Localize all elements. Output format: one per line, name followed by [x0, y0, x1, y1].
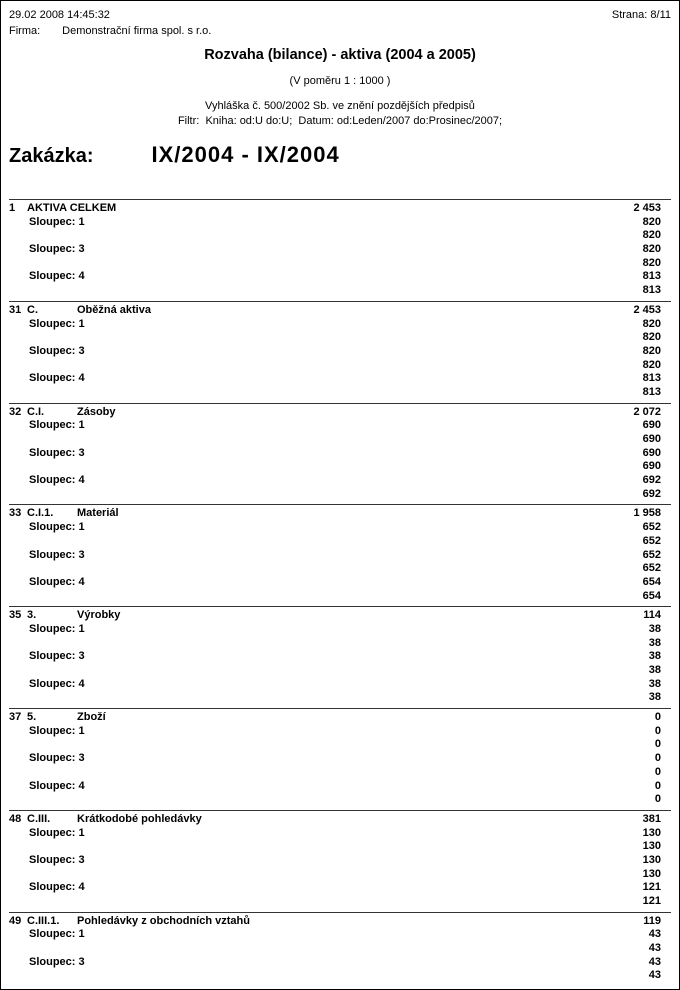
row-label: Sloupec: 3: [29, 955, 85, 968]
report-row: [9, 881, 671, 895]
section-header-left: [9, 202, 116, 216]
row-value: 690: [642, 460, 661, 473]
section-code: 5.: [27, 711, 37, 724]
section-header: [9, 609, 671, 623]
report-row: [9, 284, 671, 298]
row-value: 813: [642, 284, 661, 297]
report-row: [9, 318, 671, 332]
section-name: Zásoby: [77, 405, 116, 418]
report-row: [9, 738, 671, 752]
section-rows: [9, 928, 671, 983]
report-row: [9, 419, 671, 433]
section-name: Pohledávky z obchodních vztahů: [77, 914, 250, 927]
section-rows: [9, 318, 671, 400]
report-section: [9, 708, 671, 810]
report-row: [9, 678, 671, 692]
row-value: 654: [642, 575, 661, 588]
report-section: [9, 199, 671, 301]
section-name: Zboží: [77, 711, 106, 724]
section-header: [9, 813, 671, 827]
report-row: [9, 637, 671, 651]
row-label: [9, 535, 29, 549]
page-number: Strana: 8/11: [611, 9, 671, 21]
row-label: [9, 868, 29, 882]
report-section: [9, 912, 671, 986]
report-row: [9, 766, 671, 780]
row-label: [9, 460, 29, 474]
row-label: [9, 488, 29, 502]
section-number: 32: [9, 405, 22, 418]
row-label: Sloupec: 4: [29, 677, 85, 690]
section-header-left: [9, 304, 151, 318]
order-value: IX/2004 - IX/2004: [151, 142, 340, 167]
row-label: [9, 738, 29, 752]
section-rows: [9, 623, 671, 705]
report-section: [9, 810, 671, 912]
section-name: Materiál: [77, 507, 119, 520]
report-section: [9, 606, 671, 708]
section-number: 37: [9, 711, 22, 724]
row-label: [9, 637, 29, 651]
section-number: 31: [9, 303, 22, 316]
section-total: 2 072: [633, 405, 661, 418]
report-row: [9, 216, 671, 230]
ratio-note: (V poměru 1 : 1000 ): [289, 75, 391, 87]
report-row: [9, 590, 671, 604]
report-row: [9, 447, 671, 461]
row-value: 43: [648, 969, 661, 982]
row-label: Sloupec: 1: [29, 521, 85, 534]
section-total: 119: [643, 914, 661, 927]
report-datetime: 29.02 2008 14:45:32: [9, 9, 110, 21]
report-row: [9, 270, 671, 284]
report-row: [9, 969, 671, 983]
row-label: Sloupec: 4: [29, 372, 85, 385]
section-number: 35: [9, 609, 22, 622]
report-row: [9, 345, 671, 359]
row-label: Sloupec: 4: [29, 881, 85, 894]
row-value: 820: [642, 358, 661, 371]
section-name: Krátkodobé pohledávky: [77, 812, 202, 825]
report-row: [9, 576, 671, 590]
report-row: [9, 257, 671, 271]
section-number: 33: [9, 507, 22, 520]
section-name: Oběžná aktiva: [77, 303, 151, 316]
row-value: 820: [642, 229, 661, 242]
section-total: 2 453: [633, 303, 661, 316]
row-value: 38: [648, 691, 661, 704]
section-code: C.III.: [27, 812, 51, 825]
row-value: 38: [648, 650, 661, 663]
row-value: 43: [648, 955, 661, 968]
section-name: AKTIVA CELKEM: [27, 202, 117, 214]
report-section: [9, 403, 671, 505]
filter-note: Filtr: Kniha: od:U do:U; Datum: od:Leden/2007 do:Prosinec/2007;: [177, 115, 503, 127]
row-label: Sloupec: 3: [29, 853, 85, 866]
row-label: [9, 257, 29, 271]
report-row: [9, 928, 671, 942]
row-label: Sloupec: 3: [29, 752, 85, 765]
row-value: 652: [642, 562, 661, 575]
row-label: Sloupec: 4: [29, 474, 85, 487]
row-value: 652: [642, 548, 661, 561]
report-row: [9, 956, 671, 970]
report-row: [9, 433, 671, 447]
section-code: C.I.1.: [27, 507, 54, 520]
row-value: 692: [642, 487, 661, 500]
row-label: [9, 691, 29, 705]
row-label: [9, 793, 29, 807]
row-value: 121: [642, 895, 661, 907]
row-label: Sloupec: 1: [29, 622, 85, 635]
report-row: [9, 650, 671, 664]
row-label: [9, 969, 29, 983]
row-value: 121: [642, 881, 661, 894]
report-row: [9, 840, 671, 854]
row-value: 38: [648, 664, 661, 676]
row-label: [9, 664, 29, 678]
section-header-left: [9, 609, 120, 623]
row-label: [9, 942, 29, 956]
row-value: 0: [654, 765, 661, 778]
report-section: [9, 504, 671, 606]
section-number: 49: [9, 914, 22, 927]
row-label: Sloupec: 4: [29, 575, 85, 588]
section-code: C.III.1.: [27, 914, 60, 927]
header-row-2: [9, 23, 671, 39]
section-header: [9, 406, 671, 420]
report-row: [9, 780, 671, 794]
row-label: [9, 359, 29, 373]
report-row: [9, 460, 671, 474]
row-value: 130: [642, 853, 661, 866]
section-header-left: [9, 507, 119, 521]
row-label: [9, 840, 29, 854]
section-code: C.I.: [27, 405, 45, 418]
row-value: 820: [642, 344, 661, 357]
report-row: [9, 854, 671, 868]
row-value: 820: [642, 331, 661, 344]
report-row: [9, 488, 671, 502]
row-label: [9, 895, 29, 909]
row-value: 820: [642, 243, 661, 256]
row-label: [9, 433, 29, 447]
row-label: [9, 562, 29, 576]
section-number: 1: [9, 202, 16, 214]
report-row: [9, 895, 671, 909]
section-total: 381: [642, 812, 661, 825]
report-section: [9, 301, 671, 403]
section-rows: [9, 419, 671, 501]
report-row: [9, 793, 671, 807]
section-rows: [9, 827, 671, 909]
row-value: 690: [642, 419, 661, 432]
report-row: [9, 942, 671, 956]
order-label: Zakázka:: [9, 145, 94, 167]
row-value: 692: [642, 474, 661, 487]
section-header: [9, 507, 671, 521]
report-title: Rozvaha (bilance) - aktiva (2004 a 2005): [204, 47, 476, 63]
row-value: 0: [654, 752, 661, 765]
row-value: 0: [654, 724, 661, 737]
row-value: 654: [642, 589, 661, 602]
row-value: 130: [642, 840, 661, 853]
section-header-left: [9, 813, 202, 827]
report-table: [9, 199, 671, 986]
row-value: 813: [642, 385, 661, 398]
row-value: 0: [654, 738, 661, 751]
section-name: Výrobky: [77, 609, 121, 622]
row-value: 813: [642, 372, 661, 385]
row-label: Sloupec: 3: [29, 446, 85, 459]
report-row: [9, 331, 671, 345]
section-number: 48: [9, 812, 22, 825]
section-total: 1 958: [633, 507, 661, 520]
section-total: 114: [643, 609, 661, 622]
report-row: [9, 725, 671, 739]
order-line: [9, 142, 671, 172]
decree-note: Vyhláška č. 500/2002 Sb. ve znění pozdějších předpisů: [205, 100, 475, 112]
row-label: Sloupec: 1: [29, 928, 85, 941]
row-value: 652: [642, 534, 661, 547]
row-label: Sloupec: 1: [29, 419, 85, 432]
section-header-left: [9, 915, 250, 929]
row-label: [9, 386, 29, 400]
section-header: [9, 711, 671, 725]
row-value: 130: [642, 867, 661, 880]
row-label: [9, 331, 29, 345]
report-row: [9, 535, 671, 549]
row-value: 652: [642, 521, 661, 534]
section-header: [9, 202, 671, 216]
row-label: Sloupec: 4: [29, 779, 85, 792]
section-rows: [9, 725, 671, 807]
row-value: 690: [642, 433, 661, 445]
section-total: 2 453: [633, 202, 661, 214]
row-value: 38: [648, 677, 661, 690]
report-row: [9, 664, 671, 678]
report-row: [9, 691, 671, 705]
row-value: 0: [654, 779, 661, 792]
report-row: [9, 752, 671, 766]
report-row: [9, 623, 671, 637]
row-label: Sloupec: 4: [29, 270, 85, 283]
row-label: Sloupec: 1: [29, 215, 85, 228]
section-rows: [9, 521, 671, 603]
section-code: C.: [27, 303, 38, 316]
row-label: [9, 590, 29, 604]
report-row: [9, 243, 671, 257]
report-row: [9, 359, 671, 373]
report-row: [9, 562, 671, 576]
row-label: [9, 284, 29, 298]
row-value: 0: [654, 793, 661, 806]
row-label: Sloupec: 1: [29, 317, 85, 330]
row-label: [9, 766, 29, 780]
row-label: Sloupec: 3: [29, 243, 85, 256]
section-total: 0: [654, 711, 661, 724]
report-row: [9, 521, 671, 535]
firm-name: Demonstrační firma spol. s r.o.: [62, 25, 212, 37]
row-label: [9, 229, 29, 243]
report-row: [9, 229, 671, 243]
report-row: [9, 549, 671, 563]
row-value: 43: [648, 942, 661, 955]
section-header-left: [9, 406, 116, 420]
row-value: 130: [642, 826, 661, 839]
row-value: 38: [648, 622, 661, 635]
row-label: Sloupec: 1: [29, 724, 85, 737]
section-header: [9, 304, 671, 318]
report-row: [9, 868, 671, 882]
section-rows: [9, 216, 671, 298]
row-value: 690: [642, 446, 661, 459]
report-row: [9, 827, 671, 841]
row-value: 820: [642, 317, 661, 330]
row-value: 38: [648, 636, 661, 649]
report-row: [9, 474, 671, 488]
row-label: Sloupec: 3: [29, 344, 85, 357]
report-row: [9, 386, 671, 400]
row-label: Sloupec: 3: [29, 548, 85, 561]
report-row: [9, 372, 671, 386]
row-value: 813: [642, 270, 661, 283]
section-header-left: [9, 711, 106, 725]
row-label: Sloupec: 1: [29, 826, 85, 839]
row-label: Sloupec: 3: [29, 650, 85, 663]
row-value: 820: [642, 256, 661, 269]
firm-label: Firma:: [9, 25, 41, 37]
section-code: 3.: [27, 609, 37, 622]
section-header: [9, 915, 671, 929]
row-value: 820: [642, 215, 661, 228]
row-value: 43: [648, 928, 661, 941]
header-row-1: [9, 7, 671, 23]
